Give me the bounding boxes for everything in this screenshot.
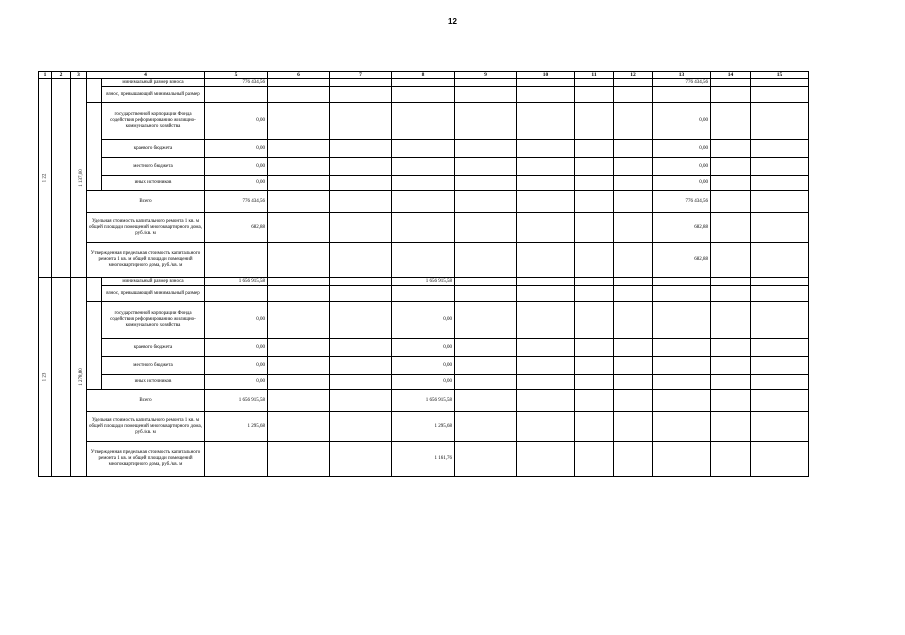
value-col5: 1 295,68	[205, 412, 268, 442]
value-col8	[392, 87, 455, 103]
table-row	[39, 176, 809, 191]
value-col15	[751, 339, 809, 357]
owners-group-label	[87, 79, 102, 103]
col-header: 3	[71, 72, 87, 79]
value-col9	[455, 412, 517, 442]
value-col7	[330, 191, 392, 213]
value-col6	[268, 191, 330, 213]
value-col14	[711, 442, 751, 477]
value-col11	[575, 79, 614, 87]
value-col15	[751, 375, 809, 390]
value-col10	[517, 140, 575, 158]
value-col14	[711, 339, 751, 357]
cost-label: Удельная стоимость капитального ремонта 1 кв. м общей площади помещений многоквартирного дома, руб./кв. м	[87, 213, 205, 243]
value-col8: 1 656 915,58	[392, 390, 455, 412]
value-col5: 0,00	[205, 302, 268, 339]
value-col9	[455, 357, 517, 375]
value-col6	[268, 140, 330, 158]
value-col6	[268, 357, 330, 375]
value-col14	[711, 243, 751, 278]
value-col15	[751, 278, 809, 286]
col-header: 1	[39, 72, 52, 79]
value-col13: 0,00	[653, 103, 711, 140]
value-col10	[517, 286, 575, 302]
value-col14	[711, 390, 751, 412]
value-col9	[455, 375, 517, 390]
value-col5: 682,88	[205, 213, 268, 243]
value-col12	[614, 412, 653, 442]
value-col8	[392, 286, 455, 302]
value-col15	[751, 390, 809, 412]
value-col8: 0,00	[392, 302, 455, 339]
value-col14	[711, 412, 751, 442]
cost-label: Утвержденная предельная стоимость капитального ремонта 1 кв. м общей площади помещений многоквартирного дома, руб./кв. м	[87, 243, 205, 278]
table-row	[39, 286, 809, 302]
value-col13	[653, 412, 711, 442]
source-label: краевого бюджета	[102, 140, 205, 158]
value-col9	[455, 140, 517, 158]
value-col13: 0,00	[653, 176, 711, 191]
value-col9	[455, 158, 517, 176]
col-header: 15	[751, 72, 809, 79]
value-col7	[330, 213, 392, 243]
value-col14	[711, 103, 751, 140]
value-col15	[751, 158, 809, 176]
value-col8	[392, 176, 455, 191]
source-label: государственной корпорации Фонда содействия реформированию жилищно-коммунального хозяйства	[102, 302, 205, 339]
value-col13: 776 434,56	[653, 191, 711, 213]
value-col6	[268, 158, 330, 176]
value-col13	[653, 339, 711, 357]
value-col9	[455, 191, 517, 213]
value-col8: 0,00	[392, 339, 455, 357]
value-col7	[330, 158, 392, 176]
value-col6	[268, 302, 330, 339]
table-row	[39, 442, 809, 477]
register-table	[38, 71, 809, 477]
value-col10	[517, 158, 575, 176]
value-col10	[517, 87, 575, 103]
support-group-label	[87, 103, 102, 191]
value-col11	[575, 412, 614, 442]
value-col15	[751, 442, 809, 477]
value-col10	[517, 243, 575, 278]
value-col10	[517, 278, 575, 286]
area-cell-text: 1 137,00	[78, 169, 84, 187]
value-col10	[517, 191, 575, 213]
value-col7	[330, 357, 392, 375]
value-col7	[330, 87, 392, 103]
value-col10	[517, 213, 575, 243]
value-col6	[268, 412, 330, 442]
value-col10	[517, 375, 575, 390]
value-col11	[575, 390, 614, 412]
value-col5: 0,00	[205, 140, 268, 158]
col-header: 6	[268, 72, 330, 79]
value-col15	[751, 140, 809, 158]
value-col11	[575, 286, 614, 302]
value-col10	[517, 302, 575, 339]
page-number: 12	[448, 17, 457, 26]
value-col6	[268, 390, 330, 412]
value-col9	[455, 213, 517, 243]
cost-label: Утвержденная предельная стоимость капитального ремонта 1 кв. м общей площади помещений многоквартирного дома, руб./кв. м	[87, 442, 205, 477]
table-row	[39, 79, 809, 87]
table-row	[39, 87, 809, 103]
value-col12	[614, 339, 653, 357]
value-col8	[392, 191, 455, 213]
value-col15	[751, 302, 809, 339]
value-col7	[330, 286, 392, 302]
value-col12	[614, 87, 653, 103]
value-col9	[455, 103, 517, 140]
value-col12	[614, 375, 653, 390]
value-col5: 1 656 915,58	[205, 278, 268, 286]
table-row	[39, 243, 809, 278]
value-col7	[330, 390, 392, 412]
value-col13: 682,88	[653, 213, 711, 243]
value-col5: 0,00	[205, 176, 268, 191]
value-col7	[330, 176, 392, 191]
value-col5	[205, 442, 268, 477]
row-number	[39, 79, 52, 278]
value-col6	[268, 213, 330, 243]
value-col15	[751, 191, 809, 213]
col-header: 12	[614, 72, 653, 79]
col-header: 8	[392, 72, 455, 79]
address-cell	[52, 278, 71, 477]
value-col15	[751, 103, 809, 140]
value-col11	[575, 442, 614, 477]
value-col9	[455, 442, 517, 477]
value-col15	[751, 357, 809, 375]
value-col6	[268, 375, 330, 390]
value-col12	[614, 286, 653, 302]
table-row	[39, 278, 809, 286]
value-col7	[330, 412, 392, 442]
table-row	[39, 302, 809, 339]
value-col12	[614, 243, 653, 278]
col-header: 5	[205, 72, 268, 79]
source-label: краевого бюджета	[102, 339, 205, 357]
col-header: 11	[575, 72, 614, 79]
row-number-text: 1 22	[42, 173, 48, 183]
value-col11	[575, 278, 614, 286]
value-col15	[751, 79, 809, 87]
value-col11	[575, 176, 614, 191]
value-col7	[330, 302, 392, 339]
value-col13: 682,88	[653, 243, 711, 278]
value-col11	[575, 375, 614, 390]
value-col9	[455, 286, 517, 302]
value-col12	[614, 390, 653, 412]
table-row	[39, 158, 809, 176]
value-col8: 1 161,76	[392, 442, 455, 477]
value-col13	[653, 286, 711, 302]
area-cell	[71, 278, 87, 477]
value-col14	[711, 278, 751, 286]
value-col11	[575, 191, 614, 213]
area-cell	[71, 79, 87, 278]
value-col15	[751, 87, 809, 103]
total-label: Всего	[87, 390, 205, 412]
value-col12	[614, 442, 653, 477]
value-col14	[711, 302, 751, 339]
value-col12	[614, 191, 653, 213]
row-number-text: 1 23	[42, 372, 48, 382]
value-col8: 1 656 915,58	[392, 278, 455, 286]
value-col12	[614, 140, 653, 158]
value-col10	[517, 339, 575, 357]
value-col8	[392, 243, 455, 278]
value-col13	[653, 87, 711, 103]
value-col9	[455, 302, 517, 339]
value-col15	[751, 213, 809, 243]
value-col6	[268, 339, 330, 357]
area-cell-text: 1 278,80	[78, 368, 84, 386]
value-col6	[268, 79, 330, 87]
value-col6	[268, 243, 330, 278]
value-col5: 0,00	[205, 158, 268, 176]
value-col12	[614, 302, 653, 339]
support-group-label	[87, 302, 102, 390]
source-label: минимальный размер взноса	[102, 79, 205, 87]
value-col12	[614, 158, 653, 176]
value-col11	[575, 87, 614, 103]
value-col14	[711, 79, 751, 87]
value-col7	[330, 79, 392, 87]
source-label: взнос, превышающий минимальный размер	[102, 286, 205, 302]
source-label: местного бюджета	[102, 357, 205, 375]
value-col13	[653, 278, 711, 286]
table-row	[39, 390, 809, 412]
value-col15	[751, 412, 809, 442]
value-col14	[711, 286, 751, 302]
value-col12	[614, 357, 653, 375]
value-col11	[575, 339, 614, 357]
col-header: 9	[455, 72, 517, 79]
table-row	[39, 191, 809, 213]
value-col10	[517, 176, 575, 191]
value-col14	[711, 357, 751, 375]
value-col15	[751, 176, 809, 191]
value-col7	[330, 243, 392, 278]
value-col11	[575, 213, 614, 243]
value-col10	[517, 442, 575, 477]
value-col13	[653, 375, 711, 390]
cost-label: Удельная стоимость капитального ремонта 1 кв. м общей площади помещений многоквартирного дома, руб./кв. м	[87, 412, 205, 442]
value-col10	[517, 79, 575, 87]
table-row	[39, 339, 809, 357]
value-col13: 0,00	[653, 158, 711, 176]
value-col14	[711, 213, 751, 243]
value-col7	[330, 339, 392, 357]
value-col10	[517, 357, 575, 375]
value-col6	[268, 176, 330, 191]
value-col6	[268, 442, 330, 477]
source-label: иных источников	[102, 375, 205, 390]
value-col14	[711, 140, 751, 158]
value-col6	[268, 103, 330, 140]
value-col13: 0,00	[653, 140, 711, 158]
value-col10	[517, 412, 575, 442]
value-col11	[575, 357, 614, 375]
value-col7	[330, 442, 392, 477]
col-header: 4	[87, 72, 205, 79]
value-col9	[455, 79, 517, 87]
col-header: 2	[52, 72, 71, 79]
value-col10	[517, 103, 575, 140]
value-col5: 0,00	[205, 357, 268, 375]
value-col10	[517, 390, 575, 412]
value-col12	[614, 278, 653, 286]
value-col8	[392, 158, 455, 176]
value-col9	[455, 87, 517, 103]
value-col14	[711, 87, 751, 103]
col-header: 10	[517, 72, 575, 79]
value-col15	[751, 286, 809, 302]
value-col8	[392, 79, 455, 87]
value-col12	[614, 103, 653, 140]
value-col11	[575, 302, 614, 339]
value-col5: 0,00	[205, 103, 268, 140]
row-number	[39, 278, 52, 477]
value-col11	[575, 140, 614, 158]
value-col5	[205, 87, 268, 103]
value-col5: 776 434,56	[205, 191, 268, 213]
value-col7	[330, 140, 392, 158]
value-col11	[575, 158, 614, 176]
value-col13	[653, 357, 711, 375]
value-col5: 776 434,56	[205, 79, 268, 87]
owners-group-label	[87, 278, 102, 302]
col-header: 14	[711, 72, 751, 79]
value-col13	[653, 390, 711, 412]
source-label: иных источников	[102, 176, 205, 191]
value-col8	[392, 213, 455, 243]
source-label: взнос, превышающий минимальный размер	[102, 87, 205, 103]
value-col9	[455, 390, 517, 412]
source-label: государственной корпорации Фонда содействия реформированию жилищно-коммунального хозяйства	[102, 103, 205, 140]
value-col12	[614, 176, 653, 191]
total-label: Всего	[87, 191, 205, 213]
value-col5	[205, 286, 268, 302]
value-col8: 1 295,68	[392, 412, 455, 442]
value-col5: 1 656 915,58	[205, 390, 268, 412]
value-col8: 0,00	[392, 357, 455, 375]
value-col6	[268, 278, 330, 286]
value-col7	[330, 375, 392, 390]
table-row	[39, 103, 809, 140]
table-row	[39, 412, 809, 442]
value-col13	[653, 302, 711, 339]
value-col14	[711, 375, 751, 390]
value-col13	[653, 442, 711, 477]
value-col11	[575, 243, 614, 278]
address-cell	[52, 79, 71, 278]
value-col12	[614, 213, 653, 243]
value-col12	[614, 79, 653, 87]
table-row	[39, 375, 809, 390]
value-col9	[455, 339, 517, 357]
value-col8	[392, 140, 455, 158]
value-col8: 0,00	[392, 375, 455, 390]
value-col9	[455, 243, 517, 278]
value-col6	[268, 286, 330, 302]
value-col6	[268, 87, 330, 103]
value-col5	[205, 243, 268, 278]
table-row	[39, 140, 809, 158]
value-col8	[392, 103, 455, 140]
value-col5: 0,00	[205, 339, 268, 357]
source-label: местного бюджета	[102, 158, 205, 176]
col-header: 13	[653, 72, 711, 79]
value-col7	[330, 278, 392, 286]
value-col14	[711, 176, 751, 191]
value-col14	[711, 191, 751, 213]
column-numbers-row	[39, 72, 809, 79]
value-col7	[330, 103, 392, 140]
source-label: минимальный размер взноса	[102, 278, 205, 286]
value-col9	[455, 278, 517, 286]
col-header: 7	[330, 72, 392, 79]
value-col11	[575, 103, 614, 140]
value-col15	[751, 243, 809, 278]
value-col9	[455, 176, 517, 191]
value-col13: 776 434,56	[653, 79, 711, 87]
table-row	[39, 357, 809, 375]
value-col5: 0,00	[205, 375, 268, 390]
table-row	[39, 213, 809, 243]
value-col14	[711, 158, 751, 176]
